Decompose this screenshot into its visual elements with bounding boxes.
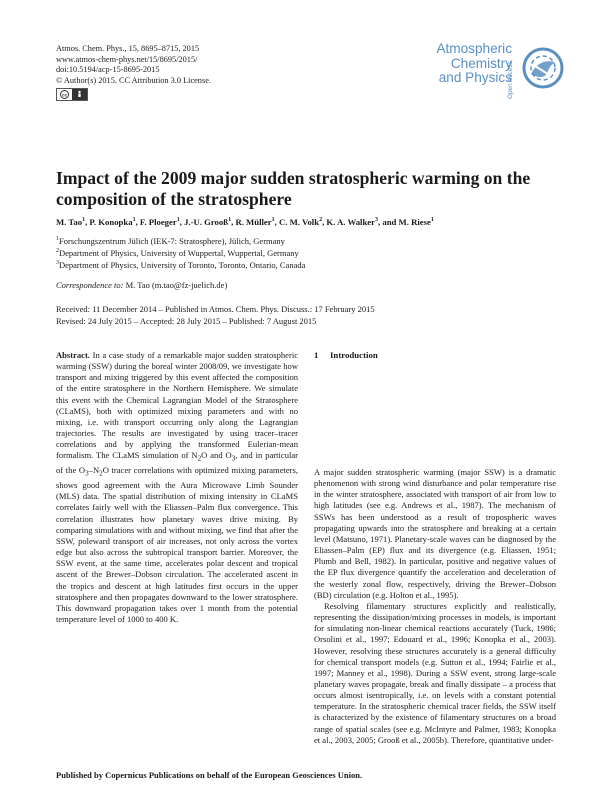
article-metadata <box>56 44 211 103</box>
publication-dates <box>56 303 375 328</box>
citation-line: Atmos. Chem. Phys., 15, 8695–8715, 2015 <box>56 44 200 53</box>
by-attribution-icon <box>72 89 87 100</box>
author-list: M. Tao$^1$, P. Konopka$^1$, F. Ploeger$^1$, J.-U. Grooß$^1$, R. Müller$^1$, C. M. Volk$^2$, K. A. Walker$^3$, and M. Riese$^1$ <box>56 217 434 227</box>
affiliation-2: $^2$Department of Physics, University of Wuppertal, Wuppertal, Germany <box>56 248 299 258</box>
section-heading <box>314 350 378 360</box>
revised-accepted-line: Revised: 24 July 2015 – Accepted: 28 July 2015 – Published: 7 August 2015 <box>56 316 317 327</box>
correspondence: Correspondence to: M. Tao (m.tao@fz-juelich.de) <box>56 280 228 290</box>
cc-by-badge[interactable] <box>56 88 88 101</box>
open-access-label <box>505 54 515 100</box>
affiliation-1: $^1$Forschungszentrum Jülich (IEK-7: Stratosphere), Jülich, Germany <box>56 236 285 246</box>
doi-line[interactable]: doi:10.5194/acp-15-8695-2015 <box>56 65 160 75</box>
received-published-line: Received: 11 December 2014 – Published in Atmos. Chem. Phys. Discuss.: 17 February 2015 <box>56 304 375 314</box>
cc-icon <box>57 89 72 100</box>
article-title: Impact of the 2009 major sudden stratospheric warming on the composition of the stratosphere <box>56 168 531 209</box>
svg-text:Open Access: Open Access <box>507 61 514 99</box>
publisher-footer: Published by Copernicus Publications on behalf of the European Geosciences Union. <box>56 770 363 780</box>
section-title: Introduction <box>330 350 378 360</box>
journal-name <box>428 42 512 86</box>
journal-name-line-1: Atmospheric <box>436 41 512 56</box>
intro-paragraph-1: A major sudden stratospheric warming (major SSW) is a dramatic phenomenon with strong wind disturbance and polar temperature rise in the winter stratosphere, associated with transport of air from low to high latitudes (see e.g. Andrews et al., 1987). The mechanism of SSWs has been understood as a result of tropospheric waves propagating upwards into the stratosphere and breaking at a certain level (Matsuno, 1971). Planetary-scale waves can be diagnosed by the Eliassen–Palm (EP) flux and its divergence (e.g. Eliassen, 1951; Plumb and Bell, 1982). In particular, positive and negative values of the EP flux divergence quantify the acceleration and deceleration of the westerly zonal flow, respectively, driving the Brewer–Dobson (BD) circulation (e.g. Holton et al., 1995). <box>314 467 556 600</box>
introduction-body <box>314 467 556 746</box>
affiliation-3: $^3$Department of Physics, University of Toronto, Toronto, Ontario, Canada <box>56 260 306 270</box>
license-line: © Author(s) 2015. CC Attribution 3.0 License. <box>56 75 211 85</box>
journal-name-line-3: and Physics <box>438 70 512 86</box>
abstract: Abstract. In a case study of a remarkable major sudden stratospheric warming (SSW) during the boreal winter 2008/09, we investigate how transport and mixing triggered by this event affected the composition of the entire stratosphere in the Northern Hemisphere. We simulate this event with the Chemical Lagrangian Model of the Stratosphere (CLaMS), both with optimized mixing parameters and with no mixing, i.e. with transport occurring only along the Lagrangian trajectories. The results are investigated by using tracer–tracer correlations and by applying the transformed Eulerian-mean formalism. The CLaMS simulation of $N_2O$ and $O_3$, and in particular of the $O_3-N_2O$ tracer correlations with optimized mixing parameters, shows good agreement with the Aura Microwave Limb Sounder (MLS) data. The spatial distribution of mixing intensity in CLaMS correlates fairly well with the Eliassen–Palm flux convergence. This correlation illustrates how planetary waves drive mixing. By comparing simulations with and without mixing, we find that after the SSW, poleward transport of air increases, not only across the vortex edge but also across the subtropical transport barrier. Moreover, the SSW event, at the same time, accelerates polar descent and tropical ascent of the Brewer–Dobson circulation. The accelerated ascent in the tropics and descent at high latitudes first occurs in the upper stratosphere and then propagates downward to the lower stratosphere. This downward propagation takes over 1 month from the potential temperature level of 1000 to 400 K. <box>56 350 298 624</box>
journal-logo-icon <box>521 44 565 92</box>
svg-text:cc: cc <box>61 92 68 98</box>
intro-paragraph-2: Resolving filamentary structures explicitly and realistically, representing the dissipation/mixing processes in models, is important for simulating non-linear chemical reactions accurately (Tuck, 1986; Orsolini et al., 1997; Edouard et al., 1996; Konopka et al., 2003). However, resolving these structures accurately is a general difficulty for chemical transport models (e.g. Sutton et al., 1994; Fairlie et al., 1997; Manney et al., 1998). During a SSW event, strong large-scale planetary waves propagate, break and finally dissipate – a process that occurs almost isentropically, i.e. on levels with a constant potential temperature. In the stratospheric chemical tracer fields, the SSW itself is characterized by the existence of filamentary structures on a broad range of spatial scales (see e.g. McIntyre and Palmer, 1983; Konopka et al., 2003, 2005; Grooß et al., 2005b). Therefore, quantitative under- <box>314 600 556 745</box>
section-number: 1 <box>314 350 319 360</box>
article-url[interactable]: www.atmos-chem-phys.net/15/8695/2015/ <box>56 54 198 64</box>
journal-name-line-2: Chemistry <box>450 55 512 71</box>
affiliations <box>56 235 305 271</box>
